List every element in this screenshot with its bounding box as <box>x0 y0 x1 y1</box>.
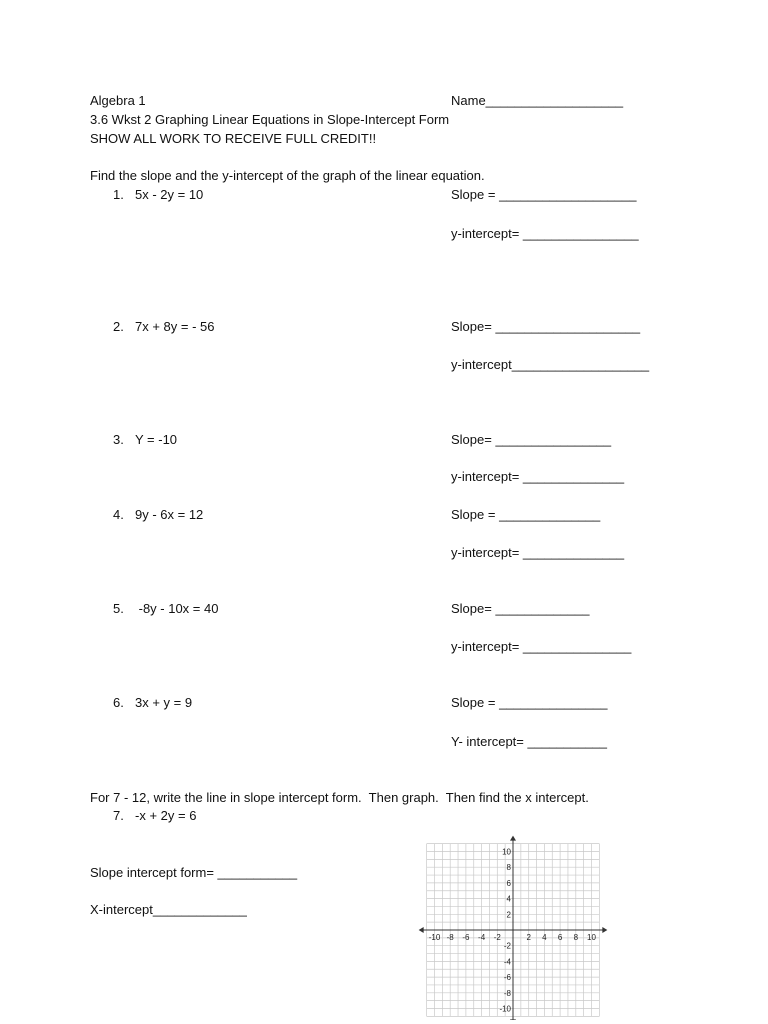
x-intercept-field[interactable]: X-intercept_____________ <box>90 902 247 917</box>
y-intercept-answer-field[interactable]: y-intercept___________________ <box>451 357 650 372</box>
problem-number: 1. <box>113 187 124 202</box>
x-tick-label: 8 <box>573 933 579 942</box>
worksheet-title: 3.6 Wkst 2 Graphing Linear Equations in Slope-Intercept Form <box>90 112 450 127</box>
problem-equation: 3x + y = 9 <box>135 695 193 710</box>
x-tick-label: -8 <box>446 933 454 942</box>
slope-answer-field[interactable]: Slope = ______________ <box>451 507 601 522</box>
y-tick-label: -6 <box>503 973 511 983</box>
section2-directions: For 7 - 12, write the line in slope intercept form. Then graph. Then find the x intercept. <box>90 790 589 805</box>
coordinate-grid[interactable] <box>410 834 616 1020</box>
problem-equation: Y = -10 <box>135 432 178 447</box>
slope-answer-field[interactable]: Slope = _______________ <box>451 695 608 710</box>
problem-equation: -8y - 10x = 40 <box>135 601 219 616</box>
problem-equation: 5x - 2y = 10 <box>135 187 204 202</box>
slope-answer-field[interactable]: Slope = ___________________ <box>451 187 637 202</box>
course-label: Algebra 1 <box>90 93 146 108</box>
slope-intercept-form-field[interactable]: Slope intercept form= ___________ <box>90 865 298 880</box>
y-tick-label: -10 <box>499 1004 511 1014</box>
y-intercept-answer-field[interactable]: y-intercept= ______________ <box>451 545 625 560</box>
problem-number: 3. <box>113 432 124 447</box>
y-tick-label: -4 <box>503 957 511 967</box>
y-intercept-answer-field[interactable]: y-intercept= ______________ <box>451 469 625 484</box>
x-axis-arrow-right <box>602 927 607 933</box>
problem-equation: 7x + 8y = - 56 <box>135 319 215 334</box>
problem-number: 5. <box>113 601 124 616</box>
problem-equation: -x + 2y = 6 <box>135 808 197 823</box>
problem-number: 6. <box>113 695 124 710</box>
problem-equation: 9y - 6x = 12 <box>135 507 204 522</box>
grid-axes <box>419 836 608 1020</box>
y-axis-arrow-up <box>510 836 516 841</box>
y-tick-label: 10 <box>502 847 511 857</box>
problem-number: 2. <box>113 319 124 334</box>
x-tick-label: -10 <box>428 933 441 942</box>
name-field[interactable]: Name___________________ <box>451 93 624 108</box>
y-tick-label: 4 <box>506 894 511 904</box>
y-tick-label: 8 <box>506 863 511 873</box>
y-tick-label: 2 <box>506 910 511 920</box>
work-instruction: SHOW ALL WORK TO RECEIVE FULL CREDIT!! <box>90 131 377 146</box>
section1-directions: Find the slope and the y-intercept of the graph of the linear equation. <box>90 168 485 183</box>
x-tick-label: 6 <box>557 933 563 942</box>
x-axis-arrow-left <box>419 927 424 933</box>
x-tick-label: 2 <box>526 933 531 942</box>
slope-answer-field[interactable]: Slope= ____________________ <box>451 319 641 334</box>
y-axis-arrow-down <box>510 1019 516 1020</box>
slope-answer-field[interactable]: Slope= _____________ <box>451 601 590 616</box>
y-intercept-answer-field[interactable]: y-intercept= _______________ <box>451 639 632 654</box>
y-tick-label: 6 <box>506 878 511 888</box>
problem-number: 7. <box>113 808 124 823</box>
slope-answer-field[interactable]: Slope= ________________ <box>451 432 612 447</box>
y-tick-label: -2 <box>503 941 511 951</box>
problem-number: 4. <box>113 507 124 522</box>
x-tick-label: -6 <box>462 933 470 942</box>
x-tick-label: 4 <box>542 933 547 942</box>
y-intercept-answer-field[interactable]: Y- intercept= ___________ <box>451 734 608 749</box>
x-tick-label: 10 <box>587 933 596 942</box>
y-tick-label: -8 <box>503 988 511 998</box>
x-tick-label: -2 <box>493 933 501 942</box>
x-tick-label: -4 <box>478 933 486 942</box>
y-intercept-answer-field[interactable]: y-intercept= ________________ <box>451 226 639 241</box>
